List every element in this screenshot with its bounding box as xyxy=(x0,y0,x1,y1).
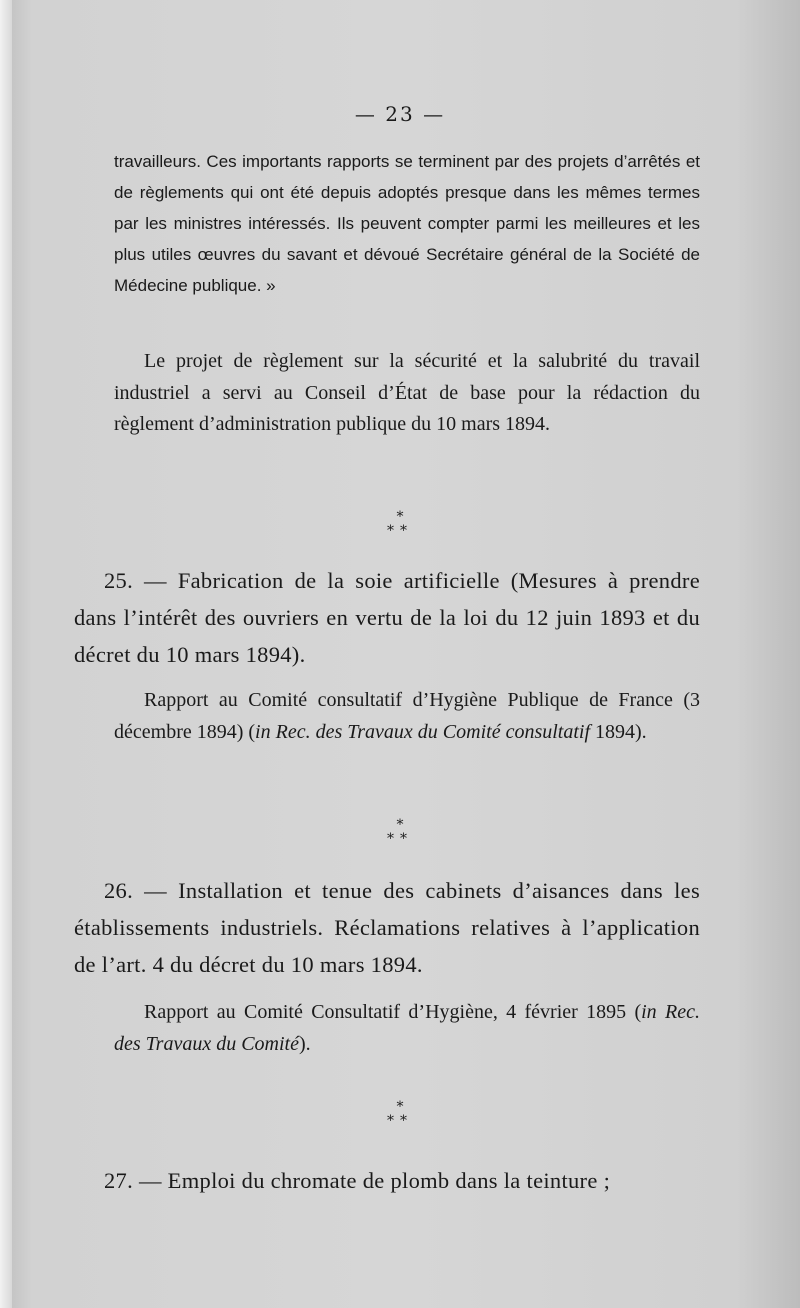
entry-26-report-source: in Rec. des Travaux du Comité xyxy=(114,1001,700,1055)
continuation-text: travailleurs. Ces importants rapports se terminent par des projets d’arrêtés et de règlements qui ont été depuis adoptés presque dans les mêmes termes par les ministres intéressés. Ils peuvent compter parmi les meilleures et les plus utiles œuvres du savant et dévoué Secrétaire général de la Société de Médecine publique. » xyxy=(114,152,700,295)
entry-26-report-suffix: ). xyxy=(299,1033,311,1055)
entry-27 xyxy=(74,1162,700,1199)
entry-25-heading: 25. — Fabrication de la soie artificielle (Mesures à prendre dans l’intérêt des ouvriers en vertu de la loi du 12 juin 1893 et du décret du 10 mars 1894). xyxy=(74,568,700,667)
asterism-top-star: * xyxy=(396,817,404,833)
entry-26-report-text: Rapport au Comité Consultatif d’Hygiène, 4 février 1895 (in Rec. des Travaux du Comité). xyxy=(114,1001,700,1055)
entry-25-report xyxy=(114,684,700,748)
entry-25 xyxy=(74,562,700,673)
entry-26-report xyxy=(114,996,700,1060)
asterism-top-star: * xyxy=(396,509,404,525)
asterism-bottom-stars: ** xyxy=(387,831,413,847)
entry-25-report-source: in Rec. des Travaux du Comité consultatif xyxy=(255,721,591,743)
asterism-bottom-stars: ** xyxy=(387,1113,413,1129)
entry-26-heading: 26. — Installation et tenue des cabinets d’aisances dans les établissements industriels. Réclamations relatives à l’application de l’art. 4 du décret du 10 mars 1894. xyxy=(74,878,700,977)
projet-paragraph xyxy=(114,346,700,441)
entry-26-report-prefix: Rapport au Comité Consultatif d’Hygiène, 4 février 1895 xyxy=(144,1001,627,1023)
continuation-paragraph xyxy=(114,146,700,301)
asterism-bottom-stars: ** xyxy=(387,523,413,539)
entry-25-report-text xyxy=(114,684,700,748)
asterism-separator-1 xyxy=(0,510,800,538)
projet-text: Le projet de règlement sur la sécurité et la salubrité du travail industriel a servi au Conseil d’État de base pour la rédaction du règlement d’administration publique du 10 mars 1894. xyxy=(114,350,700,435)
asterism-separator-2 xyxy=(0,818,800,846)
entry-25-report-suffix: 1894). xyxy=(590,721,647,743)
page-number: — 23 — xyxy=(354,102,446,126)
asterism-separator-3 xyxy=(0,1100,800,1128)
entry-27-heading: 27. — Emploi du chromate de plomb dans la teinture ; xyxy=(104,1168,611,1193)
entry-25-report-prefix: Rapport au Comité consultatif d’Hygiène Publique de France (3 décembre 1894) ( xyxy=(114,689,700,743)
entry-26 xyxy=(74,872,700,983)
asterism-top-star: * xyxy=(396,1099,404,1115)
